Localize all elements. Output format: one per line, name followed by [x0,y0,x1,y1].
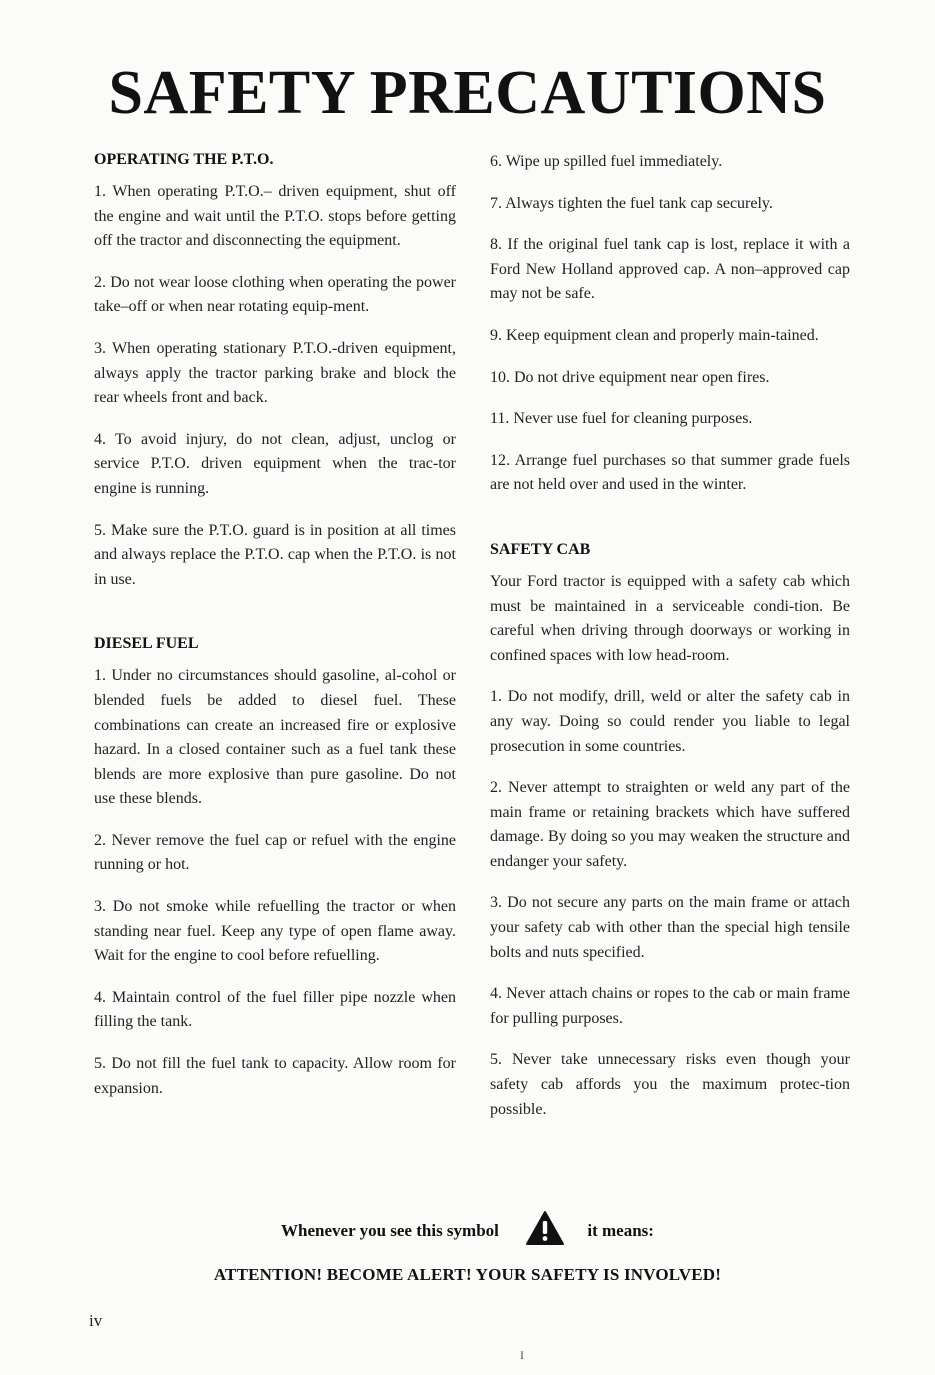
section-heading-cab: SAFETY CAB [490,540,591,558]
cab-item-1: 1. Do not modify, drill, weld or alter the safety cab in any way. Doing so could render you liable to legal prosecution in some countries. [490,688,850,755]
pto-item-4: 4. To avoid injury, do not clean, adjust, unclog or service P.T.O. driven equipment when the trac-tor engine is running. [94,430,456,497]
pto-item-3: 3. When operating stationary P.T.O.-driven equipment, always apply the tractor parking brake and block the rear wheels front and back. [94,339,456,407]
diesel-item-5: 5. Do not fill the fuel tank to capacity. Allow room for expansion. [94,1055,456,1097]
warning-triangle-icon [525,1210,565,1251]
diesel-item-11: 11. Never use fuel for cleaning purposes. [490,410,753,428]
diesel-item-12: 12. Arrange fuel purchases so that summer grade fuels are not held over and used in the winter. [490,451,850,494]
left-column [94,150,456,1101]
page-title: SAFETY PRECAUTIONS [108,59,827,127]
section-heading-pto: OPERATING THE P.T.O. [94,151,274,168]
pto-item-1: 1. When operating P.T.O.– driven equipment, shut off the engine and wait until the P.T.O. stops before getting off the tractor and disconnecting the equipment. [94,183,456,250]
diesel-item-1: 1. Under no circumstances should gasoline, al-cohol or blended fuels be added to diesel fuel. These combinations can create an increased fire or explosive hazard. In a closed container such as a fuel tank these blends are more explosive than pure gasoline. Do not use these blends. [94,667,456,808]
symbol-text-before: Whenever you see this symbol [281,1220,499,1240]
symbol-explanation [0,1210,935,1251]
diesel-item-8: 8. If the original fuel tank cap is lost, replace it with a Ford New Holland approved cap. A non–approved cap may not be safe. [490,236,850,303]
diesel-item-7: 7. Always tighten the fuel tank cap securely. [490,194,773,212]
diesel-item-9: 9. Keep equipment clean and properly main-tained. [490,326,819,344]
cab-item-5: 5. Never take unnecessary risks even though your safety cab affords you the maximum protec-tion possible. [490,1051,850,1118]
attention-banner: ATTENTION! BECOME ALERT! YOUR SAFETY IS INVOLVED! [213,1265,722,1284]
cab-intro: Your Ford tractor is equipped with a safety cab which must be maintained in a serviceable condi-tion. Be careful when driving through doorways or working in confined spaces with low head-room. [490,572,850,664]
symbol-text-after: it means: [587,1220,654,1240]
diesel-item-3: 3. Do not smoke while refuelling the tractor or when standing near fuel. Keep any type of open flame away. Wait for the engine to cool before refuelling. [94,898,456,965]
pto-item-2: 2. Do not wear loose clothing when operating the power take–off or when near rotating equip-ment. [94,273,456,316]
cab-item-4: 4. Never attach chains or ropes to the cab or main frame for pulling purposes. [490,985,850,1027]
page-number: iv [89,1311,103,1330]
diesel-item-6: 6. Wipe up spilled fuel immediately. [490,153,723,170]
cab-item-3: 3. Do not secure any parts on the main frame or attach your safety cab with other than the special high tensile bolts and nuts specified. [490,894,850,961]
footer-mark: I [520,1348,524,1362]
right-column [490,150,850,1122]
cab-item-2: 2. Never attempt to straighten or weld any part of the main frame or retaining brackets which have suffered damage. By doing so you may weaken the structure and endanger your safety. [490,779,850,870]
pto-item-5: 5. Make sure the P.T.O. guard is in position at all times and always replace the P.T.O. cap when the P.T.O. is not in use. [94,521,456,588]
diesel-item-2: 2. Never remove the fuel cap or refuel with the engine running or hot. [94,831,456,874]
section-heading-diesel: DIESEL FUEL [94,635,199,653]
diesel-item-4: 4. Maintain control of the fuel filler pipe nozzle when filling the tank. [94,988,456,1031]
diesel-item-10: 10. Do not drive equipment near open fires. [490,368,770,386]
